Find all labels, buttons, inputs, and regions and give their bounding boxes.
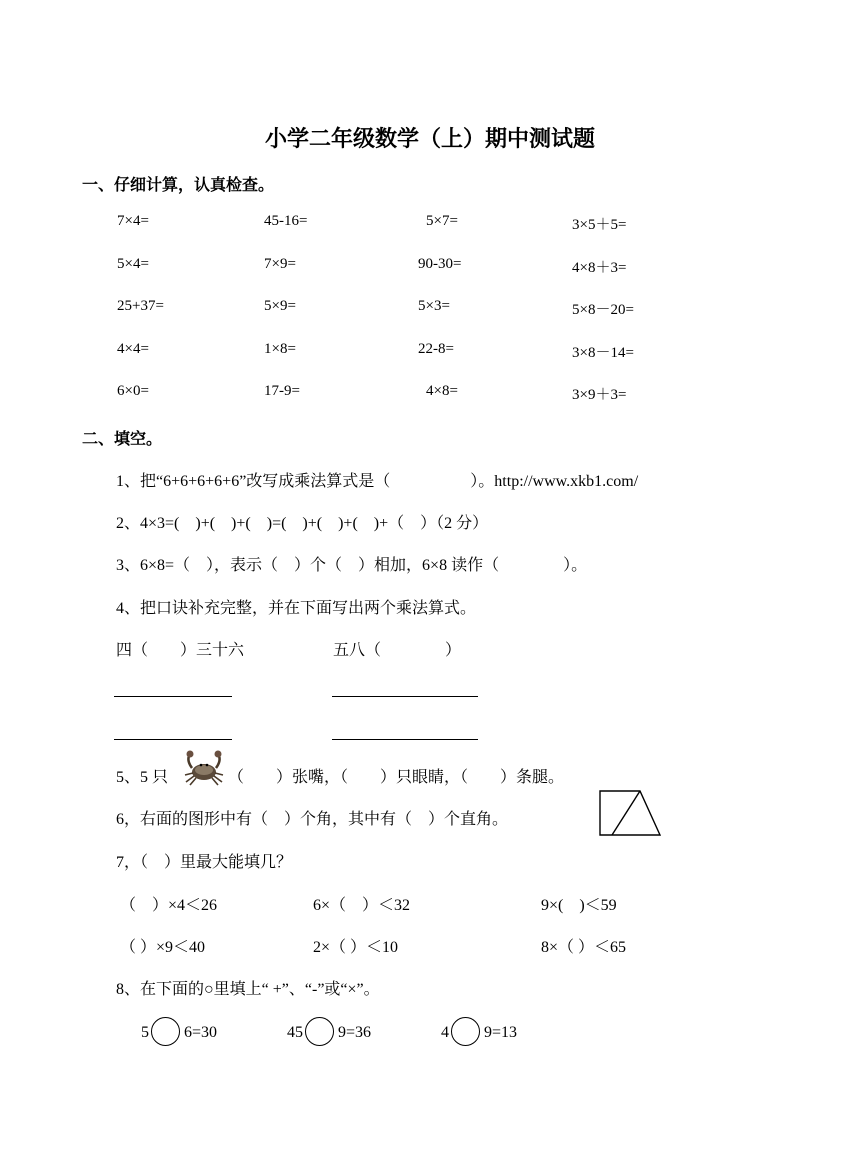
q8-item [287,1019,371,1048]
q8-right-expression: 9=13 [484,1024,518,1042]
calc-item: 4×4= [117,341,149,357]
answer-line [114,696,232,697]
calc-item: 25+37= [117,298,164,314]
question-2: 2、4×3=( )+( )+( )=( )+( )+( )+（ ）（2 分） [116,515,489,532]
operator-circle[interactable] [451,1017,480,1046]
calc-item: 17-9= [264,383,300,399]
page-title: 小学二年级数学（上）期中测试题 [264,126,595,151]
calc-item: 3×9＋3= [572,387,627,403]
operator-circle[interactable] [151,1017,180,1046]
calc-item: 7×4= [117,213,149,229]
q8-left-operand: 45 [287,1024,303,1042]
calc-item: 5×8－20= [572,302,634,318]
question-1: 1、把“6+6+6+6+6”改写成乘法算式是（ ）。http://www.xkb1.com/ [116,473,639,490]
calc-item: 3×5＋5= [572,217,627,233]
calc-item: 4×8= [426,383,458,399]
q8-item [441,1019,517,1048]
section-2-heading: 二、填空。 [82,431,163,448]
calc-item: 1×8= [264,341,296,357]
q8-right-expression: 9=36 [338,1024,372,1042]
answer-line [332,739,478,740]
answer-line [332,696,478,697]
calc-item: 5×7= [426,213,458,229]
calc-item: 3×8－14= [572,345,634,361]
calc-item: 90-30= [418,256,462,272]
q7-item: 8×（ ）＜65 [541,939,627,956]
triangle-square-figure [598,789,664,839]
q8-left-operand: 5 [141,1024,149,1042]
calc-item: 45-16= [264,213,308,229]
question-5-prefix: 5、5 只 [116,769,169,786]
question-3: 3、6×8=（ ），表示（ ）个（ ）相加，6×8 读作（ ）。 [116,557,588,574]
operator-circle[interactable] [305,1017,334,1046]
question-6: 6，右面的图形中有（ ）个角，其中有（ ）个直角。 [116,811,509,828]
calc-item: 6×0= [117,383,149,399]
question-5-text: （ ）张嘴，（ ）只眼睛，（ ）条腿。 [228,769,565,786]
question-4-item-a: 四（ ）三十六 [116,642,245,659]
question-4: 4、把口诀补充完整，并在下面写出两个乘法算式。 [116,600,477,617]
question-8: 8、在下面的○里填上“ +”、“-”或“×”。 [116,981,380,998]
q7-item: 6×（ ）＜32 [313,897,411,914]
q7-item: 2×（ ）＜10 [313,939,399,956]
question-7: 7，（ ）里最大能填几？ [116,854,293,871]
calc-item: 4×8＋3= [572,260,627,276]
q8-left-operand: 4 [441,1024,449,1042]
calc-item: 5×3= [418,298,450,314]
calc-item: 22-8= [418,341,454,357]
q7-item: 9×( )＜59 [541,897,617,914]
question-4-item-b: 五八（ ） [333,642,462,659]
q7-item: （ ）×4＜26 [120,897,218,914]
calc-item: 7×9= [264,256,296,272]
q8-item [141,1019,217,1048]
crab-icon [182,748,226,788]
section-1-heading: 一、仔细计算，认真检查。 [82,177,275,194]
q8-right-expression: 6=30 [184,1024,218,1042]
calc-item: 5×4= [117,256,149,272]
q7-item: （ ）×9＜40 [120,939,206,956]
answer-line [114,739,232,740]
calc-item: 5×9= [264,298,296,314]
